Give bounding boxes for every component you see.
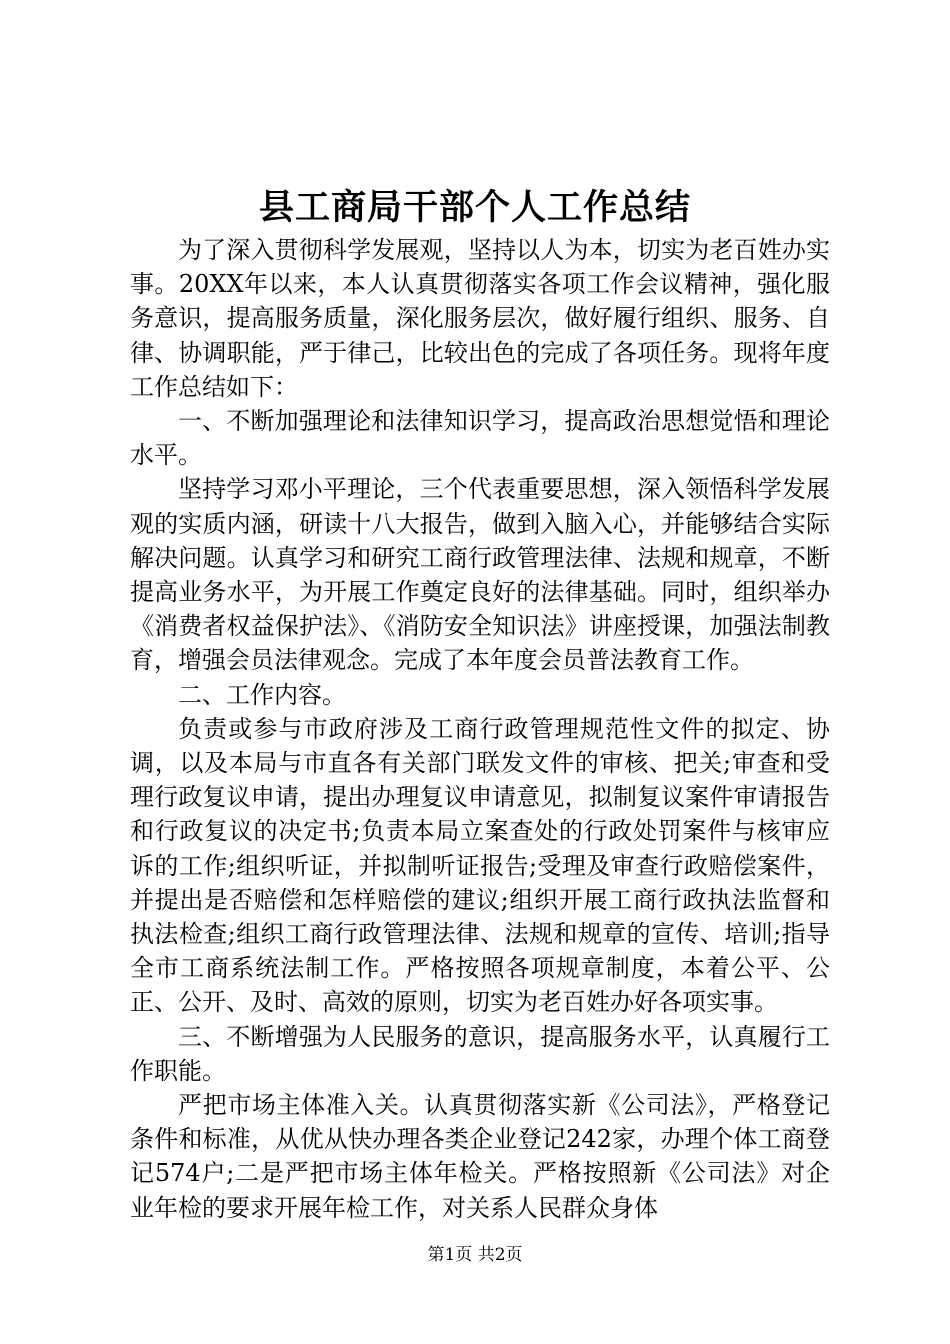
paragraph-intro: 为了深入贯彻科学发展观，坚持以人为本，切实为老百姓办实事。20XX年以来，本人认真贯彻落实各项工作会议精神，强化服务意识，提高服务质量，深化服务层次，做好履行组织、服务、自律、协调职能，严于律己，比较出色的完成了各项任务。现将年度工作总结如下： — [130, 236, 830, 401]
document-body — [130, 233, 830, 1225]
paragraph-market-entry: 严把市场主体准入关。认真贯彻落实新《公司法》，严格登记条件和标准，从优从快办理各类企业登记242家，办理个体工商登记574户;二是严把市场主体年检关。严格按照新《公司法》对企业年检的要求开展年检工作，对关系人民群众身体 — [130, 1091, 830, 1222]
paragraph-work-content: 负责或参与市政府涉及工商行政管理规范性文件的拟定、协调，以及本局与市直各有关部门联发文件的审核、把关;审查和受理行政复议申请，提出办理复议申请意见，拟制复议案件审请报告和行政复议的决定书;负责本局立案查处的行政处罚案件与核审应诉的工作;组织听证，并拟制听证报告;受理及审查行政赔偿案件，并提出是否赔偿和怎样赔偿的建议;组织开展工商行政执法监督和执法检查;组织工商行政管理法律、法规和规章的宣传、培训;指导全市工商系统法制工作。严格按照各项规章制度，本着公平、公正、公开、及时、高效的原则，切实为老百姓办好各项实事。 — [130, 714, 830, 1017]
page-title: 县工商局干部个人工作总结 — [258, 187, 691, 228]
paragraph-heading-1: 一、不断加强理论和法律知识学习，提高政治思想觉悟和理论水平。 — [130, 407, 830, 470]
paragraph-study: 坚持学习邓小平理论，三个代表重要思想，深入领悟科学发展观的实质内涵，研读十八大报告，做到入脑入心，并能够结合实际解决问题。认真学习和研究工商行政管理法律、法规和规章，不断提高业务水平，为开展工作奠定良好的法律基础。同时，组织举办《消费者权益保护法》、《消防安全知识法》讲座授课，加强法制教育，增强会员法律观念。完成了本年度会员普法教育工作。 — [130, 475, 830, 675]
paragraph-heading-3: 三、不断增强为人民服务的意识，提高服务水平，认真履行工作职能。 — [130, 1022, 830, 1085]
page-footer: 第1页 共2页 — [427, 1245, 523, 1265]
paragraph-heading-2: 二、工作内容。 — [178, 680, 346, 709]
